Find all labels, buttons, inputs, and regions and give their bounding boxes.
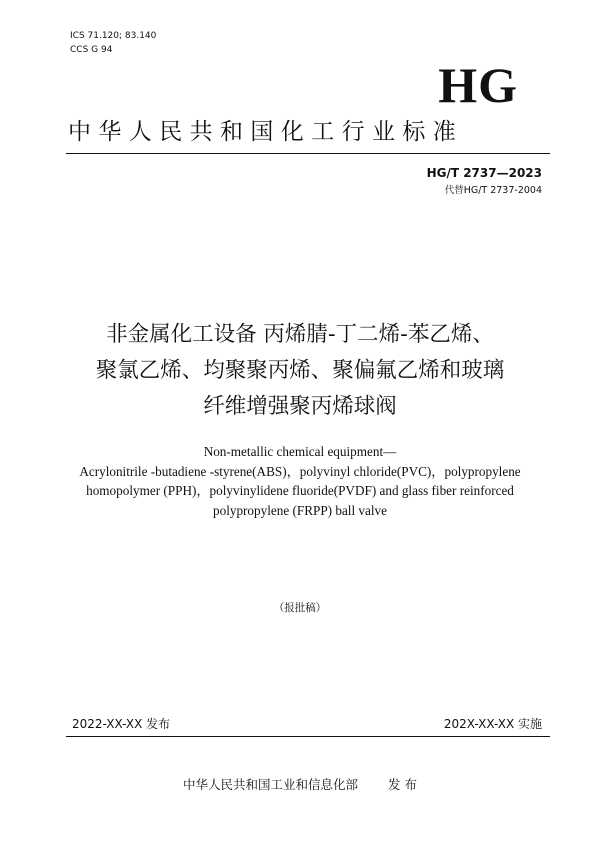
chinese-title <box>40 317 560 425</box>
english-title <box>40 442 560 520</box>
english-title-line: homopolymer (PPH)，polyvinylidene fluoride(PVDF) and glass fiber reinforced <box>86 483 514 498</box>
ics-code: ICS 71.120; 83.140 <box>70 31 157 41</box>
top-divider <box>66 153 550 154</box>
ccs-code: CCS G 94 <box>70 45 113 55</box>
draft-status: （报批稿） <box>273 602 327 614</box>
issue-date: 2022-XX-XX 发布 <box>72 717 171 731</box>
standard-number: HG/T 2737—2023 <box>426 166 542 180</box>
publisher-action: 发 布 <box>388 777 417 792</box>
chinese-title-line: 纤维增强聚丙烯球阀 <box>203 394 397 419</box>
bottom-divider <box>66 736 550 737</box>
chinese-title-line: 聚氯乙烯、均聚聚丙烯、聚偏氟乙烯和玻璃 <box>95 358 505 383</box>
publisher <box>0 777 600 793</box>
replaces-standard: 代替HG/T 2737-2004 <box>444 185 542 196</box>
publisher-name: 中华人民共和国工业和信息化部 <box>183 777 359 792</box>
english-title-line: polypropylene (FRPP) ball valve <box>213 502 387 518</box>
english-title-line: Non-metallic chemical equipment— <box>203 444 397 459</box>
english-title-line: Acrylonitrile -butadiene -styrene(ABS)，polyvinyl chloride(PVC)，polypropylene <box>79 463 521 479</box>
hg-logo: HG <box>438 57 518 113</box>
standard-category: 中华人民共和国化工行业标准 <box>68 119 464 145</box>
implementation-date: 202X-XX-XX 实施 <box>443 717 542 731</box>
chinese-title-line: 非金属化工设备 丙烯腈-丁二烯-苯乙烯、 <box>106 322 494 347</box>
